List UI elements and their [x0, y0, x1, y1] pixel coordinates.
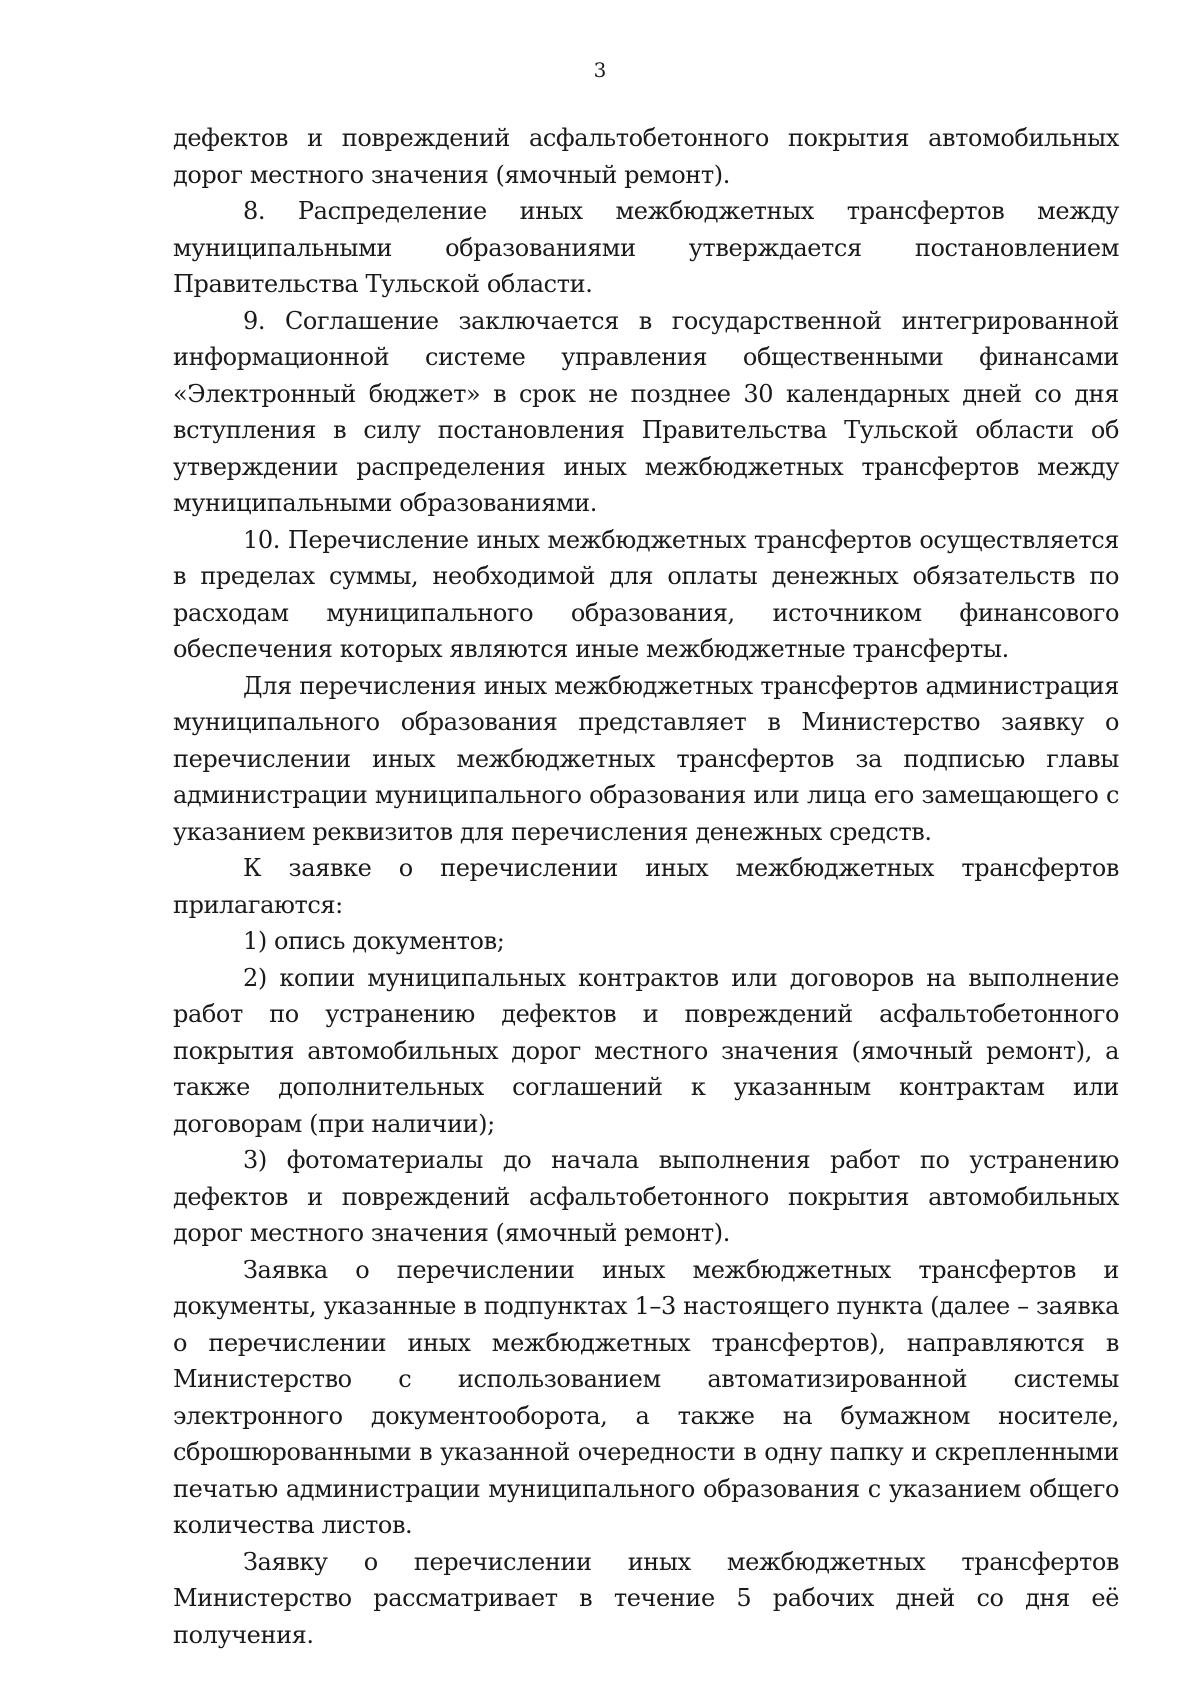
paragraph-review: Заявку о перечислении иных межбюджетных трансфертов Министерство рассматривает в течение 5 рабочих дней со дня её получения. — [173, 1547, 1119, 1649]
paragraph-item-10: 10. Перечисление иных межбюджетных трансфертов осуществляется в пределах суммы, необходимой для оплаты денежных обязательств по расходам муниципального образования, источником финансового обеспечения которых являются иные межбюджетные трансферты. — [173, 525, 1119, 663]
paragraph-item-8: 8. Распределение иных межбюджетных трансфертов между муниципальными образованиями утверждается постановлением Правительства Тульской области. — [173, 197, 1119, 298]
list-item-3: 3) фотоматериалы до начала выполнения работ по устранению дефектов и повреждений асфальтобетонного покрытия автомобильных дорог местного значения (ямочный ремонт). — [173, 1146, 1119, 1247]
list-item-1: 1) опись документов; — [243, 927, 505, 955]
paragraph-item-9: 9. Соглашение заключается в государственной интегрированной информационной системе управления общественными финансами «Электронный бюджет» в срок не позднее 30 календарных дней со дня вступления в силу постановления Правительства Тульской области об утверждении распределения иных межбюджетных трансфертов между муниципальными образованиями. — [173, 306, 1119, 517]
paragraph-submission: Заявка о перечислении иных межбюджетных трансфертов и документы, указанные в подпунктах 1–3 настоящего пункта (далее – заявка о перечислении иных межбюджетных трансфертов), направляются в Министерство с использованием автоматизированной системы электронного документооборота, а также на бумажном носителе, сброшюрованными в указанной очередности в одну папку и скрепленными печатью администрации муниципального образования с указанием общего количества листов. — [173, 1255, 1119, 1539]
paragraph-continuation: дефектов и повреждений асфальтобетонного покрытия автомобильных дорог местного значения (ямочный ремонт). — [173, 124, 1119, 189]
document-body — [173, 120, 1119, 1653]
paragraph-attachments-intro: К заявке о перечислении иных межбюджетных трансфертов прилагаются: — [173, 854, 1119, 919]
list-item-2: 2) копии муниципальных контрактов или договоров на выполнение работ по устранению дефектов и повреждений асфальтобетонного покрытия автомобильных дорог местного значения (ямочный ремонт), а также дополнительных соглашений к указанным контрактам или договорам (при наличии); — [173, 963, 1119, 1138]
page-number: 3 — [593, 58, 607, 82]
paragraph-application: Для перечисления иных межбюджетных трансфертов администрация муниципального образования представляет в Министерство заявку о перечислении иных межбюджетных трансфертов за подписью главы администрации муниципального образования или лица его замещающего с указанием реквизитов для перечисления денежных средств. — [173, 671, 1119, 846]
